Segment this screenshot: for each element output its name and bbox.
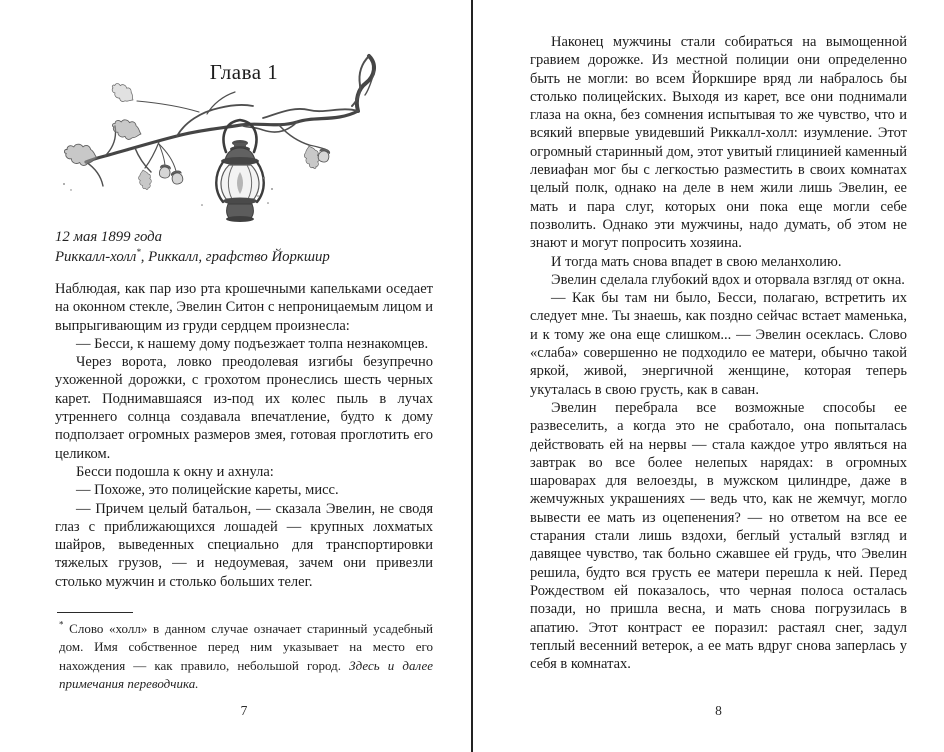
dateline-location-name: Риккалл-холл bbox=[55, 249, 137, 265]
page-number-right: 8 bbox=[715, 703, 722, 718]
page-divider bbox=[471, 0, 473, 752]
paragraph: — Причем целый батальон, — сказала Эвелин, не сводя глаз с приближающихся лошадей — крупных лохматых шайров, выведенных специально для транспортировки тяжелых грузов, — и недоумевая, зачем они привезли столько мужчин и столько больших телег. bbox=[55, 500, 433, 590]
dateline-location-rest: , Риккалл, графство Йоркшир bbox=[140, 249, 330, 265]
page-right bbox=[530, 0, 907, 752]
footnote-marker: * bbox=[59, 619, 64, 630]
page-right-text bbox=[530, 33, 907, 673]
footnote-marker: * bbox=[136, 247, 141, 258]
dateline-location bbox=[55, 247, 433, 267]
footnote-text bbox=[55, 620, 433, 694]
paragraph: Через ворота, ловко преодолевая изгибы безупречно ухоженной дорожки, с грохотом пронеслись шесть черных карет. Поднимавшаяся из-под их колес пыль в лучах утреннего солнца создавала впечатление, будто к дому подползает огромных размеров змея, готовая проглотить его целиком. bbox=[55, 354, 433, 462]
paragraph: Эвелин перебрала все возможные способы ее развеселить, а когда это не сработало, она попыталась действовать ей на нервы — стала каждое утро являться на завтрак во все более нелепых нарядах: в огромных шароварах для велоезды, в мужском цилиндре, даже в жемчужных украшениях — ведь что, как не жемчуг, могло вывести ее мать из оцепенения? — но ответом на все ее старания стали лишь вздохи, беглый усталый взгляд и давящее чувство, так больно сжавшее ей грудь, что Эвелин решила, будто вся грусть ее матери перешла к ней. Перед Рождеством ей показалось, что черная полоса осталась позади, но пришла весна, и мать снова погрузилась в апатию. Этот контраст ее поразил: растаял снег, задул теплый весенний ветерок, а ее мать вдруг снова заперлась у себя в комнатах. bbox=[530, 399, 907, 673]
footnote bbox=[55, 612, 433, 694]
paragraph: Эвелин сделала глубокий вдох и оторвала взгляд от окна. bbox=[551, 271, 905, 288]
page-number-left: 7 bbox=[240, 703, 248, 718]
footnote-translator-note: Здесь и далее примечания переводчика. bbox=[59, 657, 433, 692]
paragraph: Наконец мужчины стали собираться на вымощенной гравием дорожке. Из местной полиции они определенно быть не могли: во всем Йоркшире вряд ли набралось бы столько полицейских. Выходя из карет, все они поднимали глаза на окна, без сомнения испытывая то же чувство, что и всякий впервые увидевший Риккалл-холл: изумление. Этот огромный старинный дом, этот увитый глицинией каменный левиафан мог бы с легкостью разместить в своих комнатах целый полк, однако на деле в нем жили лишь Эвелин, ее мать и пара слуг, которых они пока еще могли себе позволить. Однако эти мужчины, надо думать, об этом не знают и могут попросить хозяина. bbox=[530, 34, 907, 252]
paragraph: Наблюдая, как пар изо рта крошечными капельками оседает на оконном стекле, Эвелин Ситон с непроницаемым лицом и выпрыгивающим из груди сердцем произнесла: bbox=[55, 281, 433, 334]
paragraph: — Похоже, это полицейские кареты, мисс. bbox=[76, 482, 339, 499]
chapter-title: Глава 1 bbox=[209, 60, 279, 84]
paragraph: — Бесси, к нашему дому подъезжает толпа незнакомцев. bbox=[76, 335, 429, 352]
paragraph: — Как бы там ни было, Бесси, полагаю, встретить их следует мне. Ты знаешь, как поздно сейчас встает маменька, и к тому же она еще слишком... — Эвелин осеклась. Слово «слаба» совершенно не подходило ее матери, обычно такой яркой, живой, энергичной женщине, которая теперь укуталась в свою грусть, как в саван. bbox=[530, 290, 907, 398]
page-left bbox=[55, 0, 433, 752]
page-left-text bbox=[55, 280, 433, 591]
footnote-body: Слово «холл» в данном случае означает старинный усадебный дом. Имя собственное перед ним указывает на место его нахождения — как правило, небольшой город. bbox=[59, 621, 433, 673]
dateline bbox=[55, 227, 433, 267]
dateline-date: 12 мая 1899 года bbox=[55, 229, 163, 245]
footnote-divider bbox=[57, 612, 133, 613]
paragraph: Бесси подошла к окну и ахнула: bbox=[76, 463, 274, 480]
paragraph: И тогда мать снова впадет в свою меланхолию. bbox=[551, 253, 842, 270]
